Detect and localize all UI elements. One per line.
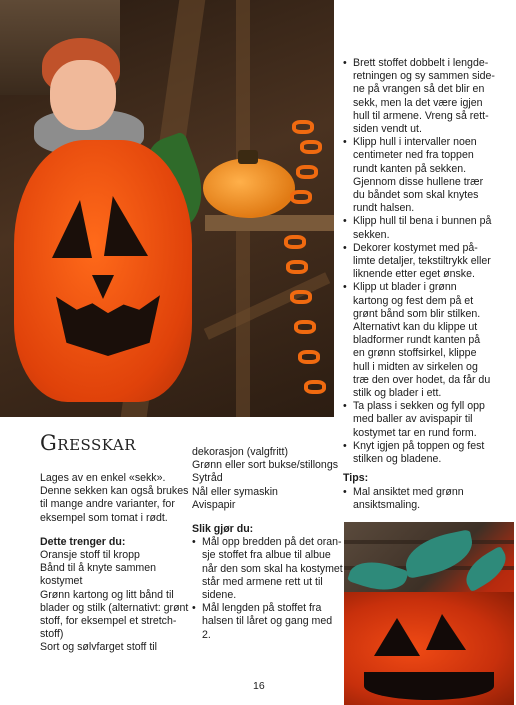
instruction-step-line: når den som skal ha kostymet: [202, 562, 343, 575]
materials-line: blader og stilk (alternativt: grønt: [40, 601, 189, 614]
tip-line: ansiktsmaling.: [353, 498, 421, 511]
materials-line: Grønn eller sort bukse/stillongs: [192, 459, 339, 472]
instruction-step-line: siden vendt ut.: [353, 123, 422, 136]
instruction-step-line: • Knyt igjen på toppen og fest: [343, 440, 495, 453]
materials-line: Nål eller symaskin: [192, 485, 278, 498]
materials-heading: Dette trenger du:: [40, 535, 126, 548]
intro-line: Denne sekken kan også brukes: [40, 485, 189, 498]
tip-line: • Mal ansiktet med grønn: [343, 486, 495, 499]
instruction-step-line: hull i midten av sirkelen og: [353, 360, 478, 373]
instruction-step-line: • Ta plass i sekken og fyll opp: [343, 400, 495, 413]
instruction-step-line: centimeter ned fra toppen: [353, 149, 474, 162]
instruction-step-line: • Klipp ut blader i grønn: [343, 281, 495, 294]
instruction-step-line: ne på vrangen så det blir en: [353, 83, 485, 96]
photo-costume-detail: [344, 522, 514, 705]
instruction-step-line: kostymet tar en rund form.: [353, 426, 477, 439]
materials-line: Grønn kartong og litt bånd til: [40, 588, 174, 601]
instruction-step-line: hull til armene. Vreng så rett-: [353, 109, 489, 122]
instruction-step-line: grønt bånd som blir stilken.: [353, 307, 481, 320]
instruction-step-line: Alternativt kan du klippe ut: [353, 321, 478, 334]
instruction-step-line: retningen og sy sammen side-: [353, 70, 495, 83]
instructions-heading: Slik gjør du:: [192, 523, 254, 536]
instruction-step-line: • Brett stoffet dobbelt i lengde-: [343, 57, 495, 70]
real-pumpkin: [203, 158, 295, 218]
page-title: Gresskar: [40, 431, 137, 455]
tips-heading: Tips:: [343, 472, 369, 485]
materials-line: Avispapir: [192, 498, 236, 511]
materials-line: Sytråd: [192, 472, 223, 485]
instruction-step-line: stilk og blader i ett.: [353, 387, 442, 400]
instruction-step-line: • Dekorer kostymet med på-: [343, 242, 495, 255]
materials-line: Sort og sølvfarget stoff til: [40, 641, 157, 654]
intro-line: til mange andre varianter, for: [40, 498, 175, 511]
instruction-step-line: 2.: [202, 628, 211, 641]
photo-child-pumpkin-costume: [0, 0, 334, 417]
instruction-step-line: kartong og fest dem på et: [353, 294, 474, 307]
instruction-step-line: sekken.: [353, 228, 390, 241]
instruction-step-line: liknende etter eget ønske.: [353, 268, 475, 281]
materials-line: Oransje stoff til kropp: [40, 549, 140, 562]
page-number: 16: [253, 680, 265, 692]
instruction-step-line: står med armene rett ut til: [202, 575, 323, 588]
materials-line: Bånd til å knyte sammen: [40, 562, 156, 575]
pumpkin-costume: [14, 140, 192, 402]
instruction-step-line: • Klipp hull til bena i bunnen på: [343, 215, 495, 228]
instruction-step-line: træ den over hodet, da får du: [353, 373, 491, 386]
instruction-step-line: rundt kanten på sekken.: [353, 162, 467, 175]
instruction-step-line: sje stoffet fra albue til albue: [202, 549, 331, 562]
green-leaf-cutout: [401, 529, 477, 579]
intro-line: Lages av en enkel «sekk».: [40, 472, 166, 484]
text-column-1: [40, 472, 188, 655]
instruction-step-line: • Klipp hull i intervaller noen: [343, 136, 495, 149]
materials-line: dekorasjon (valgfritt): [192, 446, 288, 458]
instruction-step-line: du båndet som skal knytes: [353, 189, 479, 202]
instruction-step-line: • Mål lengden på stoffet fra: [192, 602, 343, 615]
instruction-step-line: rundt halsen.: [353, 202, 415, 215]
instructions-column-3: [343, 57, 495, 512]
instruction-step-line: sekk, men la det være igjen: [353, 96, 483, 109]
instruction-step-line: sidene.: [202, 589, 237, 602]
instruction-step-line: bladformer rundt kanten på: [353, 334, 481, 347]
intro-line: eksempel som tomat i rødt.: [40, 511, 168, 524]
instruction-step-line: halsen til låret og gang med: [202, 615, 333, 628]
child-face: [50, 60, 116, 130]
materials-line: stoff, for eksempel et stretch-: [40, 615, 177, 628]
instruction-step-line: limte detaljer, tekstiltrykk eller: [353, 255, 491, 268]
instruction-step-line: med baller av avispapir til: [353, 413, 473, 426]
instruction-step-line: en grønn stoffsirkel, klippe: [353, 347, 477, 360]
text-column-2: [192, 446, 343, 642]
instruction-step-line: Gjennom disse hullene trær: [353, 175, 484, 188]
materials-line: stoff): [40, 628, 64, 641]
instruction-step-line: • Mål opp bredden på det oran-: [192, 536, 343, 549]
materials-line: kostymet: [40, 575, 83, 588]
instruction-step-line: stilken og bladene.: [353, 453, 442, 466]
